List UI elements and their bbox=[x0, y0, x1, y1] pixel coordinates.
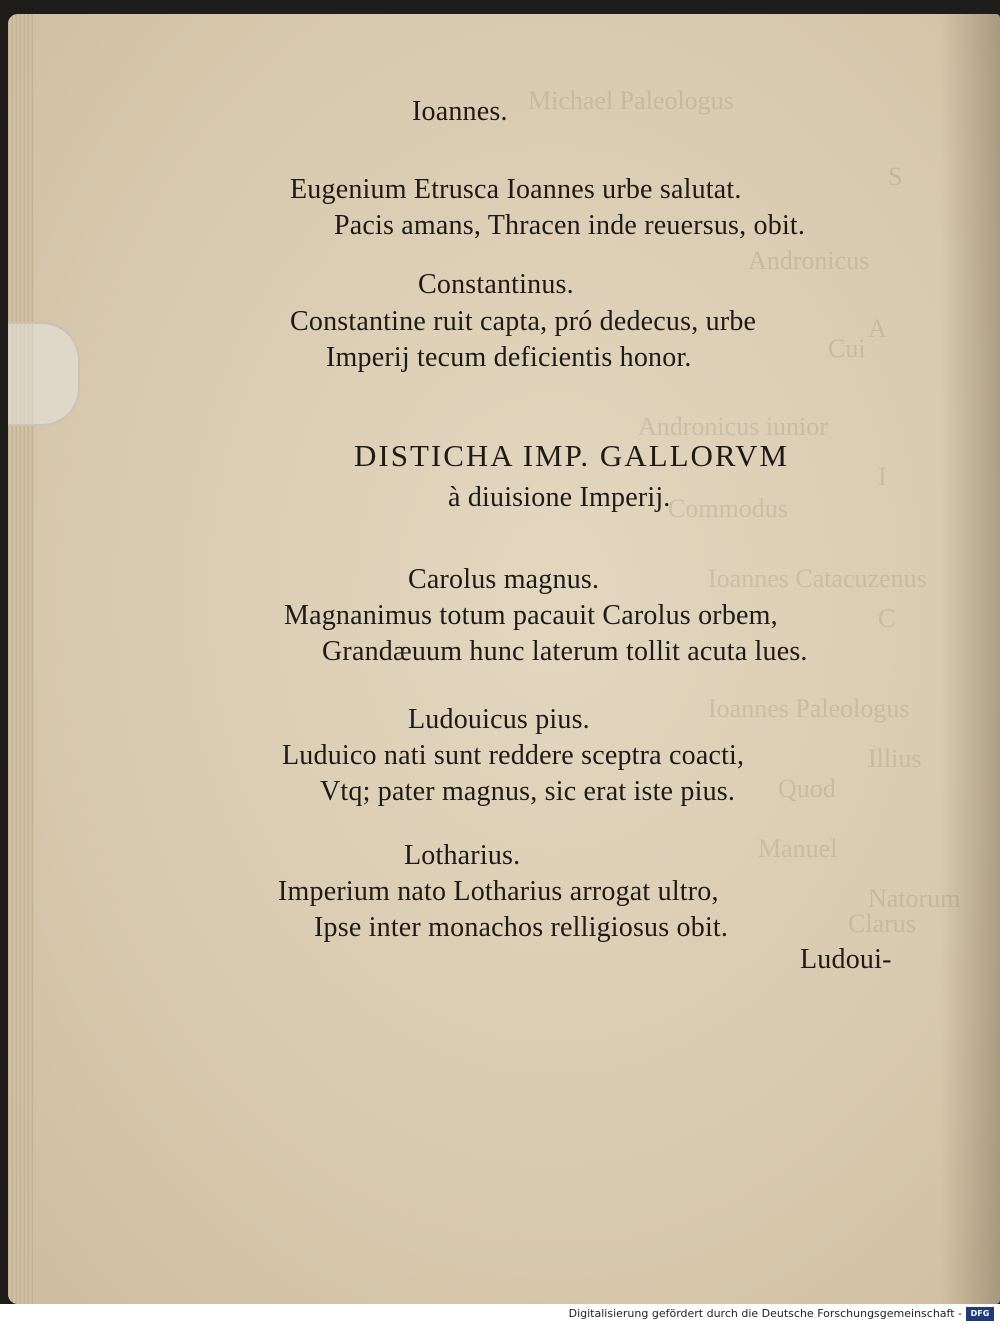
heading-ludouicus: Ludouicus pius. bbox=[408, 704, 590, 735]
verse-line: Constantine ruit capta, pró dedecus, urbe bbox=[290, 306, 757, 337]
verse-line: Luduico nati sunt reddere sceptra coacti, bbox=[282, 740, 745, 771]
verse-line: Eugenium Etrusca Ioannes urbe salutat. bbox=[290, 174, 742, 205]
verse-line: Imperij tecum deficientis honor. bbox=[326, 342, 692, 373]
page-edges bbox=[8, 14, 34, 1304]
heading-carolus: Carolus magnus. bbox=[408, 564, 600, 595]
section-title: DISTICHA IMP. GALLORVM bbox=[354, 438, 790, 473]
heading-constantinus: Constantinus. bbox=[418, 269, 574, 300]
footer-bar bbox=[0, 1304, 1000, 1324]
section-subtitle: à diuisione Imperij. bbox=[448, 482, 671, 513]
dfg-logo: DFG bbox=[966, 1307, 994, 1321]
verse-line: Magnanimus totum pacauit Carolus orbem, bbox=[284, 600, 778, 631]
verse-line: Grandæuum hunc laterum tollit acuta lues. bbox=[322, 636, 808, 667]
verse-line: Vtq; pater magnus, sic erat iste pius. bbox=[320, 776, 736, 807]
verse-line: Pacis amans, Thracen inde reuersus, obit. bbox=[334, 210, 806, 241]
heading-lotharius: Lotharius. bbox=[404, 840, 521, 871]
show-through-text: Michael Paleologus S Andronicus A Cui Andronicus iunior I Commodus Ioannes Catacuzenus C Ioannes Paleologus Illius Quod Manuel Natorum Clarus bbox=[528, 86, 961, 938]
book-page bbox=[8, 14, 1000, 1304]
heading-ioannes: Ioannes. bbox=[412, 96, 508, 127]
footer-credit: Digitalisierung gefördert durch die Deutsche Forschungsgemeinschaft - bbox=[568, 1307, 962, 1320]
catchword: Ludoui- bbox=[800, 944, 892, 975]
verse-line: Imperium nato Lotharius arrogat ultro, bbox=[278, 876, 719, 907]
verse-line: Ipse inter monachos relligiosus obit. bbox=[314, 912, 729, 943]
page-clip bbox=[8, 322, 80, 426]
gutter-shadow bbox=[940, 14, 1000, 1304]
